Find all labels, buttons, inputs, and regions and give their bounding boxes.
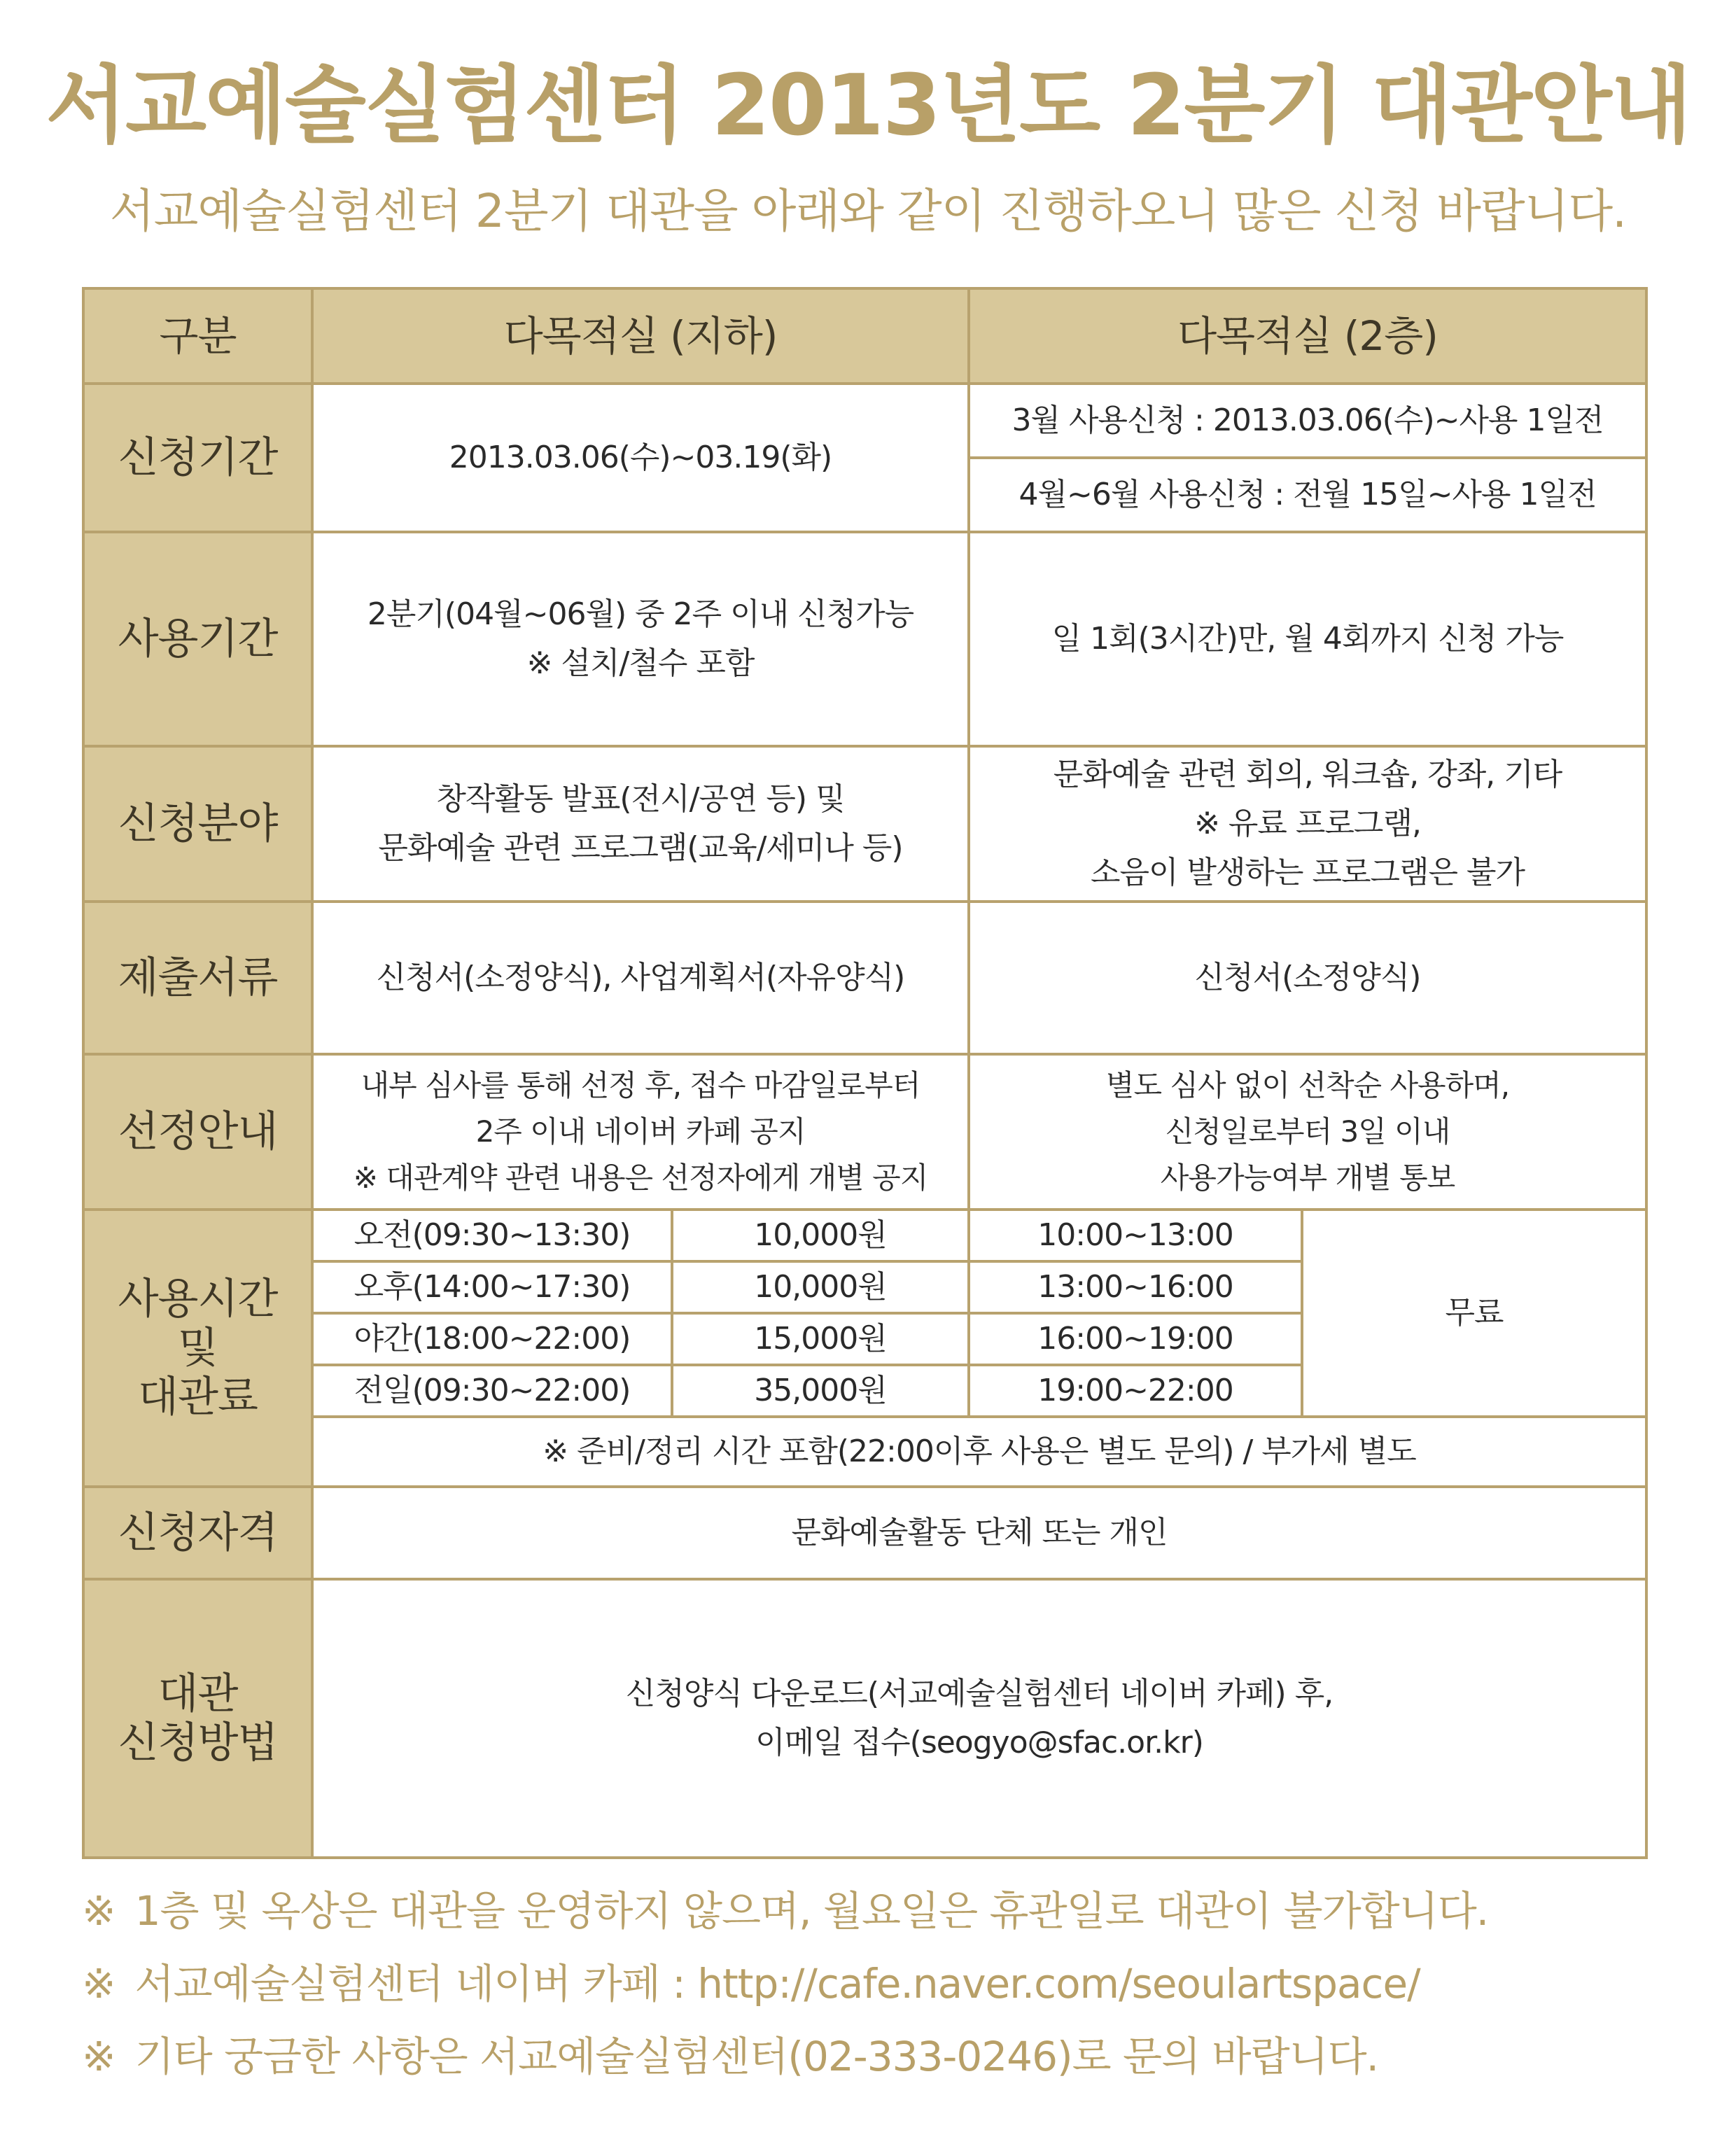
- cell-fee-floor2-time: 16:00~19:00: [969, 1313, 1302, 1365]
- cell-fee-slot: 전일(09:30~22:00): [312, 1365, 672, 1417]
- row-header-method: [83, 1579, 312, 1858]
- cell-fee-slot: 오전(09:30~13:30): [312, 1210, 672, 1261]
- selection-floor2-line: 별도 심사 없이 선착순 사용하며,: [1105, 1068, 1510, 1102]
- cell-fee-slot: 오후(14:00~17:30): [312, 1261, 672, 1313]
- row-header-documents: 제출서류: [83, 902, 312, 1054]
- cell-floor2-fee-free: 무료: [1302, 1210, 1646, 1417]
- note-text: 서교예술실험센터 네이버 카페 : http://cafe.naver.com/seoulartspace/: [134, 1960, 1420, 2008]
- application-field-floor2-note: ※ 유료 프로그램,: [1194, 806, 1421, 841]
- fees-label-line: 사용시간: [118, 1275, 278, 1324]
- cell-application-period-floor2-march: 3월 사용신청 : 2013.03.06(수)~사용 1일전: [969, 384, 1646, 458]
- table-row-selection: [83, 1054, 1646, 1210]
- cell-documents-basement: 신청서(소정양식), 사업계획서(자유양식): [312, 902, 969, 1054]
- selection-basement-note: ※ 대관계약 관련 내용은 선정자에게 개별 공지: [353, 1161, 928, 1195]
- col-header-basement: 다목적실 (지하): [312, 288, 969, 384]
- cell-fee-price: 10,000원: [672, 1261, 969, 1313]
- table-row-eligibility: [83, 1487, 1646, 1579]
- cell-fee-price: 10,000원: [672, 1210, 969, 1261]
- table-row-application-period: [83, 384, 1646, 458]
- application-field-floor2-line: 소음이 발생하는 프로그램은 불가: [1091, 855, 1525, 890]
- cell-fee-price: 35,000원: [672, 1365, 969, 1417]
- note-text: 1층 및 옥상은 대관을 운영하지 않으며, 월요일은 휴관일로 대관이 불가합니다.: [134, 1887, 1489, 1935]
- cell-fee-price: 15,000원: [672, 1313, 969, 1365]
- note-mark: ※: [82, 1887, 115, 1935]
- cell-application-period-floor2-april-june: 4월~6월 사용신청 : 전월 15일~사용 1일전: [969, 458, 1646, 532]
- table-row-application-field: [83, 746, 1646, 902]
- rental-info-table: [82, 287, 1648, 1859]
- row-header-fees: [83, 1210, 312, 1487]
- application-field-basement-line: 창작활동 발표(전시/공연 등) 및: [436, 781, 845, 817]
- row-header-application-period: 신청기간: [83, 384, 312, 532]
- cell-application-field-floor2: [969, 746, 1646, 902]
- cell-method: [312, 1579, 1646, 1858]
- row-header-eligibility: 신청자격: [83, 1487, 312, 1579]
- cell-fee-floor2-time: 13:00~16:00: [969, 1261, 1302, 1313]
- table-row-fee: [83, 1210, 1646, 1261]
- cell-selection-floor2: [969, 1054, 1646, 1210]
- table-row-usage-period: [83, 532, 1646, 746]
- col-header-floor2: 다목적실 (2층): [969, 288, 1646, 384]
- application-field-basement-line: 문화예술 관련 프로그램(교육/세미나 등): [378, 830, 903, 866]
- selection-floor2-line: 사용가능여부 개별 통보: [1160, 1161, 1455, 1195]
- usage-period-basement-note: ※ 설치/철수 포함: [526, 645, 755, 681]
- table-row-method: [83, 1579, 1646, 1858]
- cell-documents-floor2: 신청서(소정양식): [969, 902, 1646, 1054]
- cell-fee-floor2-time: 10:00~13:00: [969, 1210, 1302, 1261]
- footer-note-closed-days: [82, 1875, 1657, 1947]
- application-field-floor2-line: 문화예술 관련 회의, 워크숍, 강좌, 기타: [1053, 757, 1562, 792]
- row-header-application-field: 신청분야: [83, 746, 312, 902]
- selection-basement-line: 2주 이내 네이버 카페 공지: [475, 1114, 806, 1149]
- cell-selection-basement: [312, 1054, 969, 1210]
- cell-application-period-basement: 2013.03.06(수)~03.19(화): [312, 384, 969, 532]
- cell-fee-floor2-time: 19:00~22:00: [969, 1365, 1302, 1417]
- cell-application-field-basement: [312, 746, 969, 902]
- selection-basement-line: 내부 심사를 통해 선정 후, 접수 마감일로부터: [360, 1068, 920, 1102]
- method-line: 이메일 접수(seogyo@sfac.or.kr): [755, 1725, 1203, 1760]
- fees-label-line: 및: [178, 1324, 218, 1373]
- footer-note-contact: [82, 2020, 1657, 2093]
- cell-usage-period-floor2: 일 1회(3시간)만, 월 4회까지 신청 가능: [969, 532, 1646, 746]
- cell-fee-note: ※ 준비/정리 시간 포함(22:00이후 사용은 별도 문의) / 부가세 별도: [312, 1417, 1646, 1487]
- footer-note-cafe-url: [82, 1947, 1657, 2020]
- table-row-documents: [83, 902, 1646, 1054]
- table-row-fee-note: [83, 1417, 1646, 1487]
- row-header-usage-period: 사용기간: [83, 532, 312, 746]
- note-mark: ※: [82, 1960, 115, 2008]
- cell-fee-slot: 야간(18:00~22:00): [312, 1313, 672, 1365]
- method-line: 신청양식 다운로드(서교예술실험센터 네이버 카페) 후,: [625, 1676, 1334, 1711]
- usage-period-basement-line: 2분기(04월~06월) 중 2주 이내 신청가능: [367, 596, 914, 632]
- cell-eligibility: 문화예술활동 단체 또는 개인: [312, 1487, 1646, 1579]
- page-subtitle: 서교예술실험센터 2분기 대관을 아래와 같이 진행하오니 많은 신청 바랍니다.: [109, 184, 1627, 238]
- note-text: 기타 궁금한 사항은 서교예술실험센터(02-333-0246)로 문의 바랍니다.: [134, 2033, 1379, 2080]
- table-header-row: [83, 288, 1646, 384]
- footer-notes: [82, 1875, 1657, 2093]
- row-header-selection: 선정안내: [83, 1054, 312, 1210]
- note-mark: ※: [82, 2033, 115, 2080]
- page-title: 서교예술실험센터 2013년도 2분기 대관안내: [46, 57, 1690, 155]
- method-label-line: 대관: [158, 1669, 238, 1718]
- col-header-category: 구분: [83, 288, 312, 384]
- selection-floor2-line: 신청일로부터 3일 이내: [1165, 1114, 1450, 1149]
- cell-usage-period-basement: [312, 532, 969, 746]
- fees-label-line: 대관료: [138, 1373, 258, 1422]
- method-label-line: 신청방법: [118, 1718, 278, 1767]
